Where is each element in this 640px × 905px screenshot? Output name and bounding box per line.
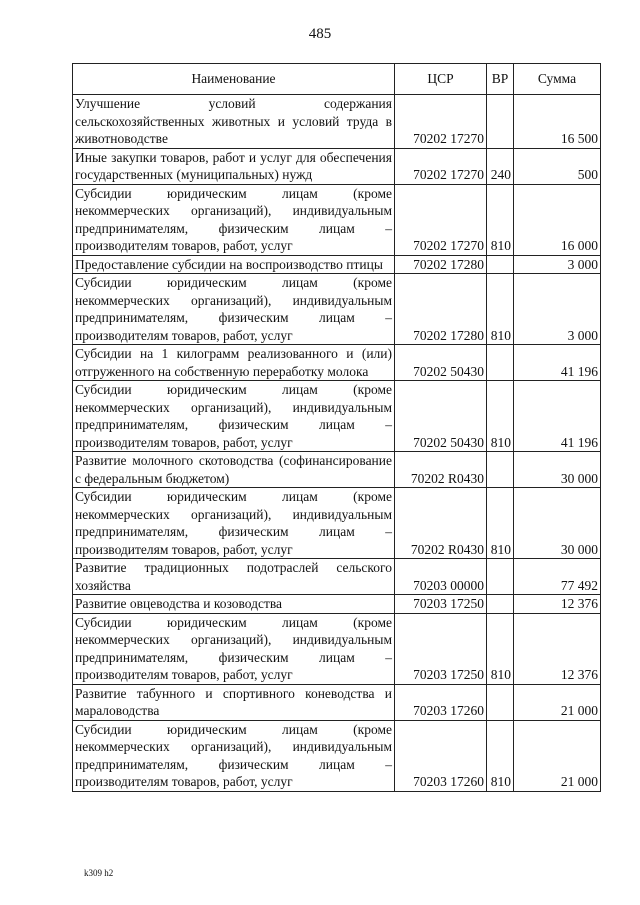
- row-name-cell: Субсидии юридическим лицам (кроме некоммерческих организаций), индивидуальным предпринимателям, физическим лицам – производителям товаров, работ, услуг: [73, 613, 395, 684]
- row-vr-cell: 810: [487, 613, 514, 684]
- row-sum-cell: 77 492: [514, 559, 601, 595]
- row-csr-cell: 70202 R0430: [395, 452, 487, 488]
- row-csr-cell: 70203 00000: [395, 559, 487, 595]
- row-sum-cell: 41 196: [514, 381, 601, 452]
- header-name: Наименование: [73, 64, 395, 95]
- table-row: [73, 452, 601, 488]
- row-vr-cell: 240: [487, 148, 514, 184]
- row-vr-cell: 810: [487, 720, 514, 791]
- row-sum-cell: 30 000: [514, 488, 601, 559]
- row-sum-cell: 16 500: [514, 95, 601, 149]
- row-csr-cell: 70202 R0430: [395, 488, 487, 559]
- table-row: [73, 595, 601, 614]
- row-name-cell: Развитие табунного и спортивного коневодства и мараловодства: [73, 684, 395, 720]
- row-name-cell: Предоставление субсидии на воспроизводство птицы: [73, 255, 395, 274]
- table-row: [73, 381, 601, 452]
- row-csr-cell: 70202 17280: [395, 274, 487, 345]
- row-name-cell: Субсидии юридическим лицам (кроме некоммерческих организаций), индивидуальным предпринимателям, физическим лицам – производителям товаров, работ, услуг: [73, 381, 395, 452]
- table-row: [73, 684, 601, 720]
- row-name-cell: Субсидии юридическим лицам (кроме некоммерческих организаций), индивидуальным предпринимателям, физическим лицам – производителям товаров, работ, услуг: [73, 488, 395, 559]
- row-name-cell: Улучшение условий содержания сельскохозяйственных животных и условий труда в животноводстве: [73, 95, 395, 149]
- row-csr-cell: 70202 17270: [395, 184, 487, 255]
- table-row: [73, 345, 601, 381]
- row-sum-cell: 21 000: [514, 720, 601, 791]
- row-name-cell: Субсидии юридическим лицам (кроме некоммерческих организаций), индивидуальным предпринимателям, физическим лицам – производителям товаров, работ, услуг: [73, 720, 395, 791]
- row-vr-cell: [487, 684, 514, 720]
- row-sum-cell: 30 000: [514, 452, 601, 488]
- header-vr: ВР: [487, 64, 514, 95]
- row-csr-cell: 70202 17270: [395, 148, 487, 184]
- row-vr-cell: 810: [487, 274, 514, 345]
- row-sum-cell: 41 196: [514, 345, 601, 381]
- table-row: [73, 559, 601, 595]
- row-name-cell: Субсидии юридическим лицам (кроме некоммерческих организаций), индивидуальным предпринимателям, физическим лицам – производителям товаров, работ, услуг: [73, 184, 395, 255]
- row-csr-cell: 70203 17250: [395, 595, 487, 614]
- row-csr-cell: 70203 17260: [395, 684, 487, 720]
- row-csr-cell: 70203 17260: [395, 720, 487, 791]
- header-csr: ЦСР: [395, 64, 487, 95]
- row-name-cell: Субсидии юридическим лицам (кроме некоммерческих организаций), индивидуальным предпринимателям, физическим лицам – производителям товаров, работ, услуг: [73, 274, 395, 345]
- header-sum: Сумма: [514, 64, 601, 95]
- row-sum-cell: 12 376: [514, 613, 601, 684]
- row-sum-cell: 21 000: [514, 684, 601, 720]
- row-name-cell: Развитие овцеводства и козоводства: [73, 595, 395, 614]
- table-header-row: [73, 64, 601, 95]
- budget-table: [72, 63, 601, 792]
- table-row: [73, 720, 601, 791]
- row-name-cell: Субсидии на 1 килограмм реализованного и (или) отгруженного на собственную переработку молока: [73, 345, 395, 381]
- row-vr-cell: [487, 255, 514, 274]
- row-csr-cell: 70202 17270: [395, 95, 487, 149]
- row-sum-cell: 16 000: [514, 184, 601, 255]
- table-row: [73, 95, 601, 149]
- row-csr-cell: 70203 17250: [395, 613, 487, 684]
- row-csr-cell: 70202 50430: [395, 381, 487, 452]
- row-sum-cell: 500: [514, 148, 601, 184]
- table-row: [73, 274, 601, 345]
- row-name-cell: Развитие молочного скотоводства (софинансирование с федеральным бюджетом): [73, 452, 395, 488]
- table-row: [73, 184, 601, 255]
- row-sum-cell: 3 000: [514, 255, 601, 274]
- page-number: 485: [308, 26, 332, 42]
- row-vr-cell: [487, 452, 514, 488]
- row-sum-cell: 12 376: [514, 595, 601, 614]
- row-name-cell: Развитие традиционных подотраслей сельского хозяйства: [73, 559, 395, 595]
- footer-code: k309 h2: [84, 868, 114, 878]
- row-sum-cell: 3 000: [514, 274, 601, 345]
- row-vr-cell: 810: [487, 488, 514, 559]
- row-csr-cell: 70202 50430: [395, 345, 487, 381]
- table-row: [73, 148, 601, 184]
- table-row: [73, 255, 601, 274]
- table-row: [73, 488, 601, 559]
- row-vr-cell: [487, 559, 514, 595]
- row-vr-cell: 810: [487, 184, 514, 255]
- row-vr-cell: [487, 345, 514, 381]
- row-vr-cell: [487, 95, 514, 149]
- row-vr-cell: [487, 595, 514, 614]
- row-vr-cell: 810: [487, 381, 514, 452]
- row-name-cell: Иные закупки товаров, работ и услуг для обеспечения государственных (муниципальных) нужд: [73, 148, 395, 184]
- row-csr-cell: 70202 17280: [395, 255, 487, 274]
- table-row: [73, 613, 601, 684]
